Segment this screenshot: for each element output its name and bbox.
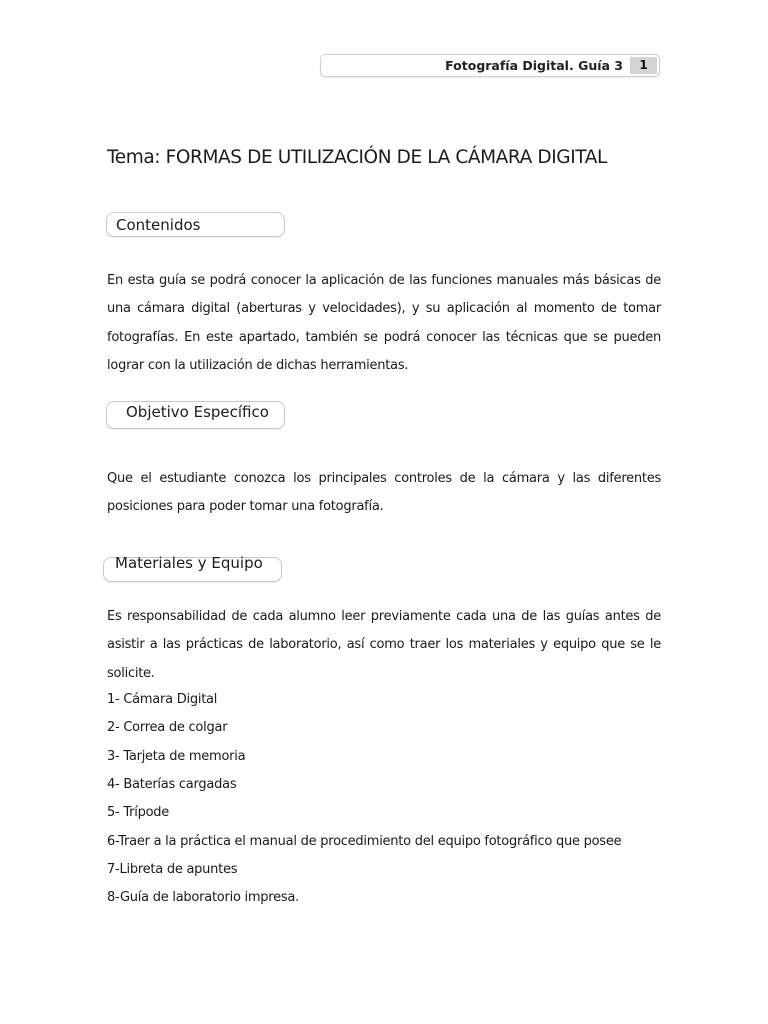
materials-list-item: 7-Libreta de apuntes <box>107 861 238 877</box>
page-number: 1 <box>630 57 657 74</box>
materials-list-item: 8-Guía de laboratorio impresa. <box>107 890 299 906</box>
materials-list-item: 1- Cámara Digital <box>107 692 218 707</box>
materials-list-item: 3- Tarjeta de memoria <box>107 748 246 764</box>
contenidos-paragraph: En esta guía se podrá conocer la aplicación de las funciones manuales más básicas de una cámara digital (aberturas y velocidades), y su aplicación al momento de tomar fotografías. En este apartado, también se podrá conocer las técnicas que se pueden lograr con la utilización de dichas herramientas. <box>107 273 661 373</box>
section-heading-materiales: Materiales y Equipo <box>115 554 263 572</box>
running-header <box>320 54 660 77</box>
objetivo-paragraph: Que el estudiante conozca los principales controles de la cámara y las diferentes posiciones para poder tomar una fotografía. <box>107 471 661 515</box>
page-title: Tema: FORMAS DE UTILIZACIÓN DE LA CÁMARA DIGITAL <box>107 147 607 168</box>
section-heading-contenidos: Contenidos <box>116 216 201 234</box>
materiales-paragraph: Es responsabilidad de cada alumno leer previamente cada una de las guías antes de asistir a las prácticas de laboratorio, así como traer los materiales y equipo que se le solicite. <box>107 609 661 681</box>
materials-list-item: 6-Traer a la práctica el manual de procedimiento del equipo fotográfico que posee <box>107 833 622 849</box>
materials-list-item: 2- Correa de colgar <box>107 720 228 736</box>
materials-list-item: 4- Baterías cargadas <box>107 776 237 792</box>
section-heading-objetivo: Objetivo Específico <box>126 403 269 421</box>
materials-list-item: 5- Trípode <box>107 805 170 821</box>
header-title: Fotografía Digital. Guía 3 <box>445 58 623 73</box>
